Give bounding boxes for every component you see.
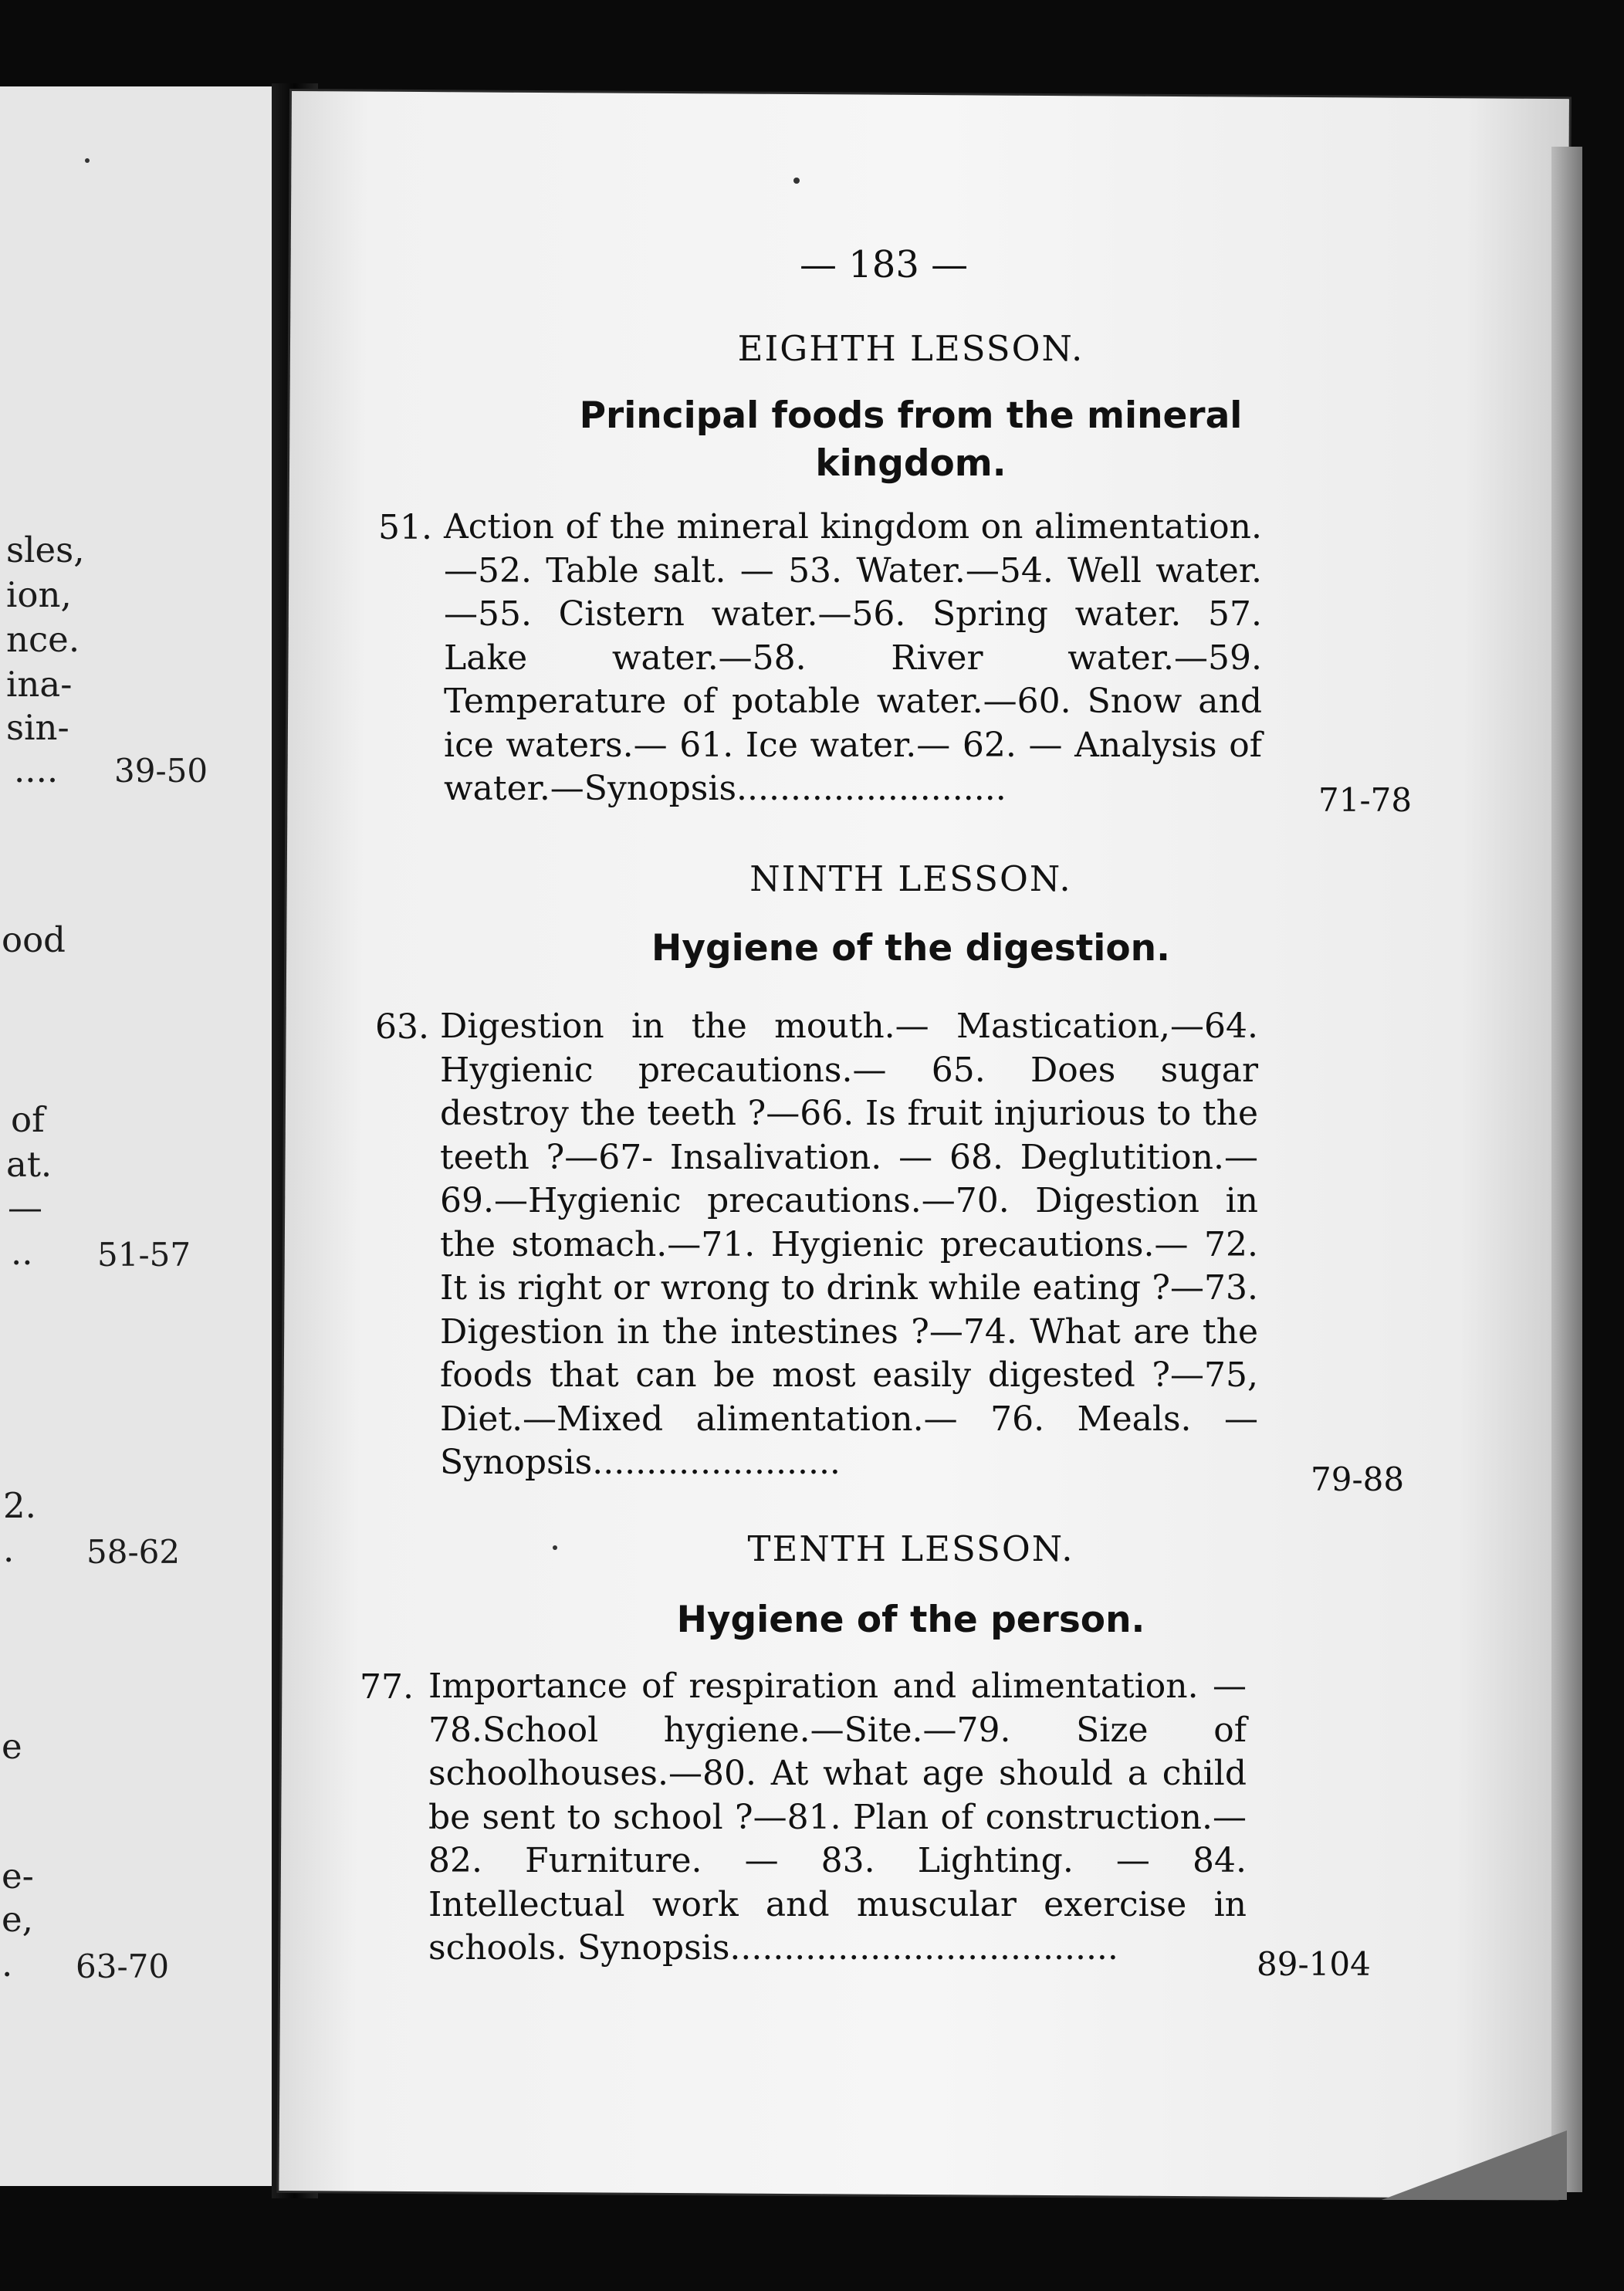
entry-text: Action of the mineral kingdom on alimentation.—52. Table salt. — 53. Water.—54. Well water.—55. Cistern water.—56. Spring water. 57. Lake water.—58. River water.—59. Temperature of potable water.—60. Snow and ice waters.— 61. Ice water.— 62. — Analysis of water.—Synopsis......................... xyxy=(444,507,1262,808)
scan-speck xyxy=(553,1545,557,1550)
left-fragment: at. xyxy=(6,1144,52,1185)
entry-number: 51. xyxy=(378,508,432,547)
lesson-heading: EIGHTH LESSON. xyxy=(737,328,1084,369)
left-fragment: ion, xyxy=(6,574,72,615)
page-range: 89-104 xyxy=(1257,1945,1371,1983)
left-fragment: e- xyxy=(2,1856,34,1897)
page-number: — 183 — xyxy=(800,243,969,286)
left-fragment: e xyxy=(2,1726,22,1767)
left-fragment: sin- xyxy=(6,707,69,748)
left-fragment: ood xyxy=(2,919,66,960)
lesson-heading: TENTH LESSON. xyxy=(747,1528,1074,1569)
left-fragment: sles, xyxy=(6,530,85,570)
scan-speck xyxy=(85,158,90,163)
page-edge xyxy=(1551,147,1582,2192)
left-page-range: 51-57 xyxy=(97,1236,191,1274)
left-fragment: . xyxy=(2,1944,13,1985)
lesson-title: Hygiene of the person. xyxy=(676,1599,1145,1641)
left-fragment: of xyxy=(11,1099,45,1140)
left-fragment: e, xyxy=(2,1899,33,1940)
left-page-range: 39-50 xyxy=(114,752,208,790)
left-fragment: 2. xyxy=(3,1485,36,1526)
left-fragment: . xyxy=(3,1529,15,1570)
lesson-title-continued: kingdom. xyxy=(815,442,1007,485)
lesson-heading: NINTH LESSON. xyxy=(749,858,1072,899)
left-fragment: — xyxy=(8,1187,42,1228)
lesson-title: Hygiene of the digestion. xyxy=(651,927,1170,970)
left-page-range: 63-70 xyxy=(76,1948,170,1985)
left-page-range: 58-62 xyxy=(86,1533,181,1571)
page-range: 79-88 xyxy=(1311,1460,1405,1498)
entry-number: 63. xyxy=(375,1007,429,1047)
entry-text: Importance of respiration and alimentation. —78.School hygiene.—Site.—79. Size of schoolhouses.—80. At what age should a child be sent to school ?—81. Plan of construction.— 82. Furniture. — 83. Lighting. — 84. Intellectual work and muscular exercise in schools. Synopsis.................................... xyxy=(428,1667,1247,1968)
left-fragment: .... xyxy=(14,750,59,790)
left-fragment: ina- xyxy=(6,664,73,705)
entry-text: Digestion in the mouth.— Mastication,—64. Hygienic precautions.— 65. Does sugar destroy the teeth ?—66. Is fruit injurious to the teeth ?—67- Insalivation. — 68. Deglutition.— 69.—Hygienic precautions.—70. Digestion in the stomach.—71. Hygienic precautions.— 72. It is right or wrong to drink while eating ?—73. Digestion in the intestines ?—74. What are the foods that can be most easily digested ?—75, Diet.—Mixed alimentation.— 76. Meals. — Synopsis....................... xyxy=(440,1007,1258,1482)
scan-speck xyxy=(793,178,800,184)
lesson-title: Principal foods from the mineral xyxy=(579,394,1243,437)
page-range: 71-78 xyxy=(1318,781,1413,819)
page-corner xyxy=(1382,2130,1567,2200)
left-fragment: .. xyxy=(11,1232,33,1273)
entry-number: 77. xyxy=(360,1667,414,1707)
left-fragment: nce. xyxy=(6,619,80,660)
